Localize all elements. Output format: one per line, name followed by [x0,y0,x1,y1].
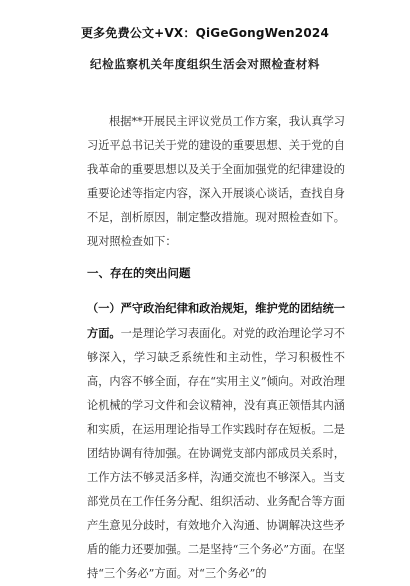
subsection-body: 一是理论学习表面化。对党的政治理论学习不够深入，学习缺乏系统性和主动性，学习积极性不高，内容不够全面，存在“实用主义”倾向。对政治理论机械的学习文件和会议精神，没有真正领悟其内涵和实质，在运用理论指导工作实践时存在短板。二是团结协调有待加强。在协调党支部内部成员关系时，工作方法不够灵活多样，沟通交流也不够深入。当支部党员在工作任务分配、组织活动、业务配合等方面产生意见分歧时，有效地介入沟通、协调解决这些矛盾的能力还要加强。二是坚持“三个务必”方面。在坚持“三个务必”方面。对“三个务必”的 [87,327,345,580]
intro-paragraph: 根据**开展民主评议党员工作方案，我认真学习习近平总书记关于党的建设的重要思想、关于党的自我革命的重要思想以及关于全面加强党的纪律建设的重要论述等指定内容，深入开展谈心谈话，查找自身不足，剖析原因，制定整改措施。现对照检查如下。现对照检查如下： [87,115,345,248]
section-heading: 一、存在的突出问题 [87,266,191,280]
subsection-paragraph [87,296,345,586]
watermark-header: 更多免费公文+VX：QiGeGongWen2024 [80,26,329,40]
subsection-lead: （一）严守政治纪律和政治规矩，维护党的团结统一方面。 [87,301,345,340]
document-title: 纪检监察机关年度组织生活会对照检查材料 [90,57,320,71]
